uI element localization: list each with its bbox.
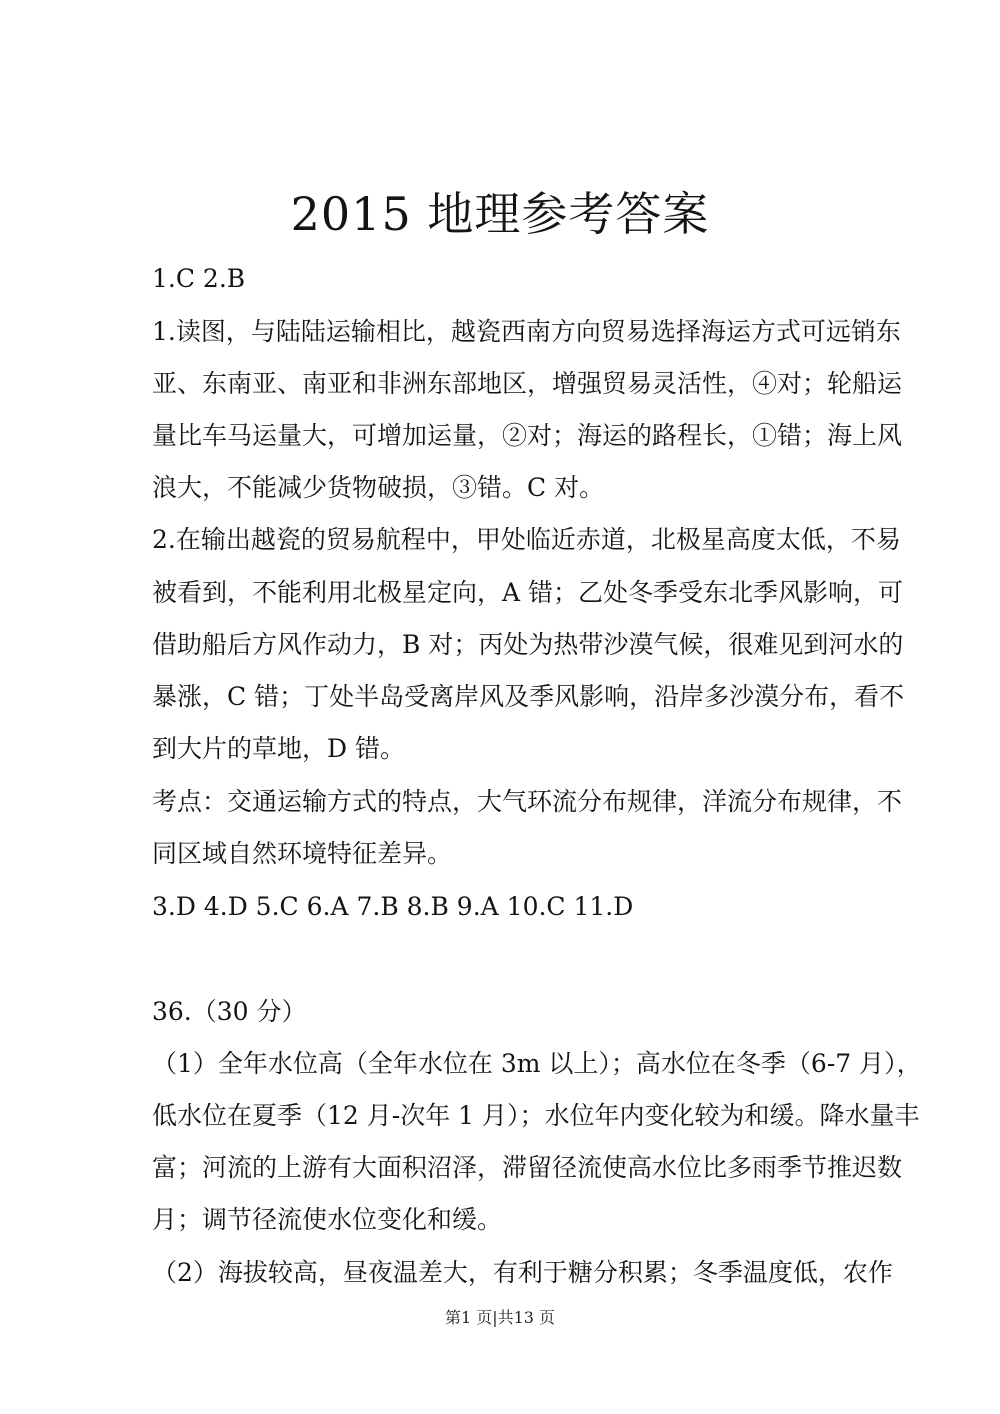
- paragraph-line: 被看到，不能利用北极星定向，A 错；乙处冬季受东北季风影响，可: [152, 578, 904, 607]
- paragraph-line: 到大片的草地，D 错。: [152, 734, 405, 763]
- answer-line-1-2: 1.C 2.B: [152, 264, 246, 293]
- key-points-line: 同区域自然环境特征差异。: [152, 839, 453, 868]
- paragraph-line: 1.读图，与陆陆运输相比，越瓷西南方向贸易选择海运方式可远销东: [152, 317, 901, 346]
- paragraph-line: 量比车马运量大，可增加运量，②对；海运的路程长，①错；海上风: [152, 421, 903, 450]
- paragraph-line: 借助船后方风作动力，B 对；丙处为热带沙漠气候，很难见到河水的: [152, 630, 904, 659]
- key-points-line: 考点：交通运输方式的特点，大气环流分布规律，洋流分布规律，不: [152, 787, 903, 816]
- paragraph-line: 月；调节径流使水位变化和缓。: [152, 1205, 503, 1234]
- page-footer: 第1 页|共13 页: [444, 1308, 556, 1327]
- paragraph-line: 浪大，不能减少货物破损，③错。C 对。: [152, 473, 605, 502]
- question-36-header: 36.（30 分）: [152, 997, 307, 1026]
- paragraph-line: 暴涨，C 错；丁处半岛受离岸风及季风影响，沿岸多沙漠分布，看不: [152, 682, 905, 711]
- answer-line-3-11: 3.D 4.D 5.C 6.A 7.B 8.B 9.A 10.C 11.D: [152, 892, 634, 921]
- paragraph-line: 富；河流的上游有大面积沼泽，滞留径流使高水位比多雨季节推迟数: [152, 1153, 903, 1182]
- paragraph-line: 亚、东南亚、南亚和非洲东部地区，增强贸易灵活性，④对；轮船运: [152, 369, 903, 398]
- paragraph-line: （2）海拔较高，昼夜温差大，有利于糖分积累；冬季温度低，农作: [152, 1258, 893, 1287]
- paragraph-line: 低水位在夏季（12 月-次年 1 月）；水位年内变化较为和缓。降水量丰: [152, 1101, 920, 1130]
- page-title: 2015 地理参考答案: [290, 187, 710, 241]
- paragraph-line: 2.在输出越瓷的贸易航程中，甲处临近赤道，北极星高度太低，不易: [152, 525, 901, 554]
- paragraph-line: （1）全年水位高（全年水位在 3m 以上）；高水位在冬季（6-7 月），: [152, 1049, 922, 1078]
